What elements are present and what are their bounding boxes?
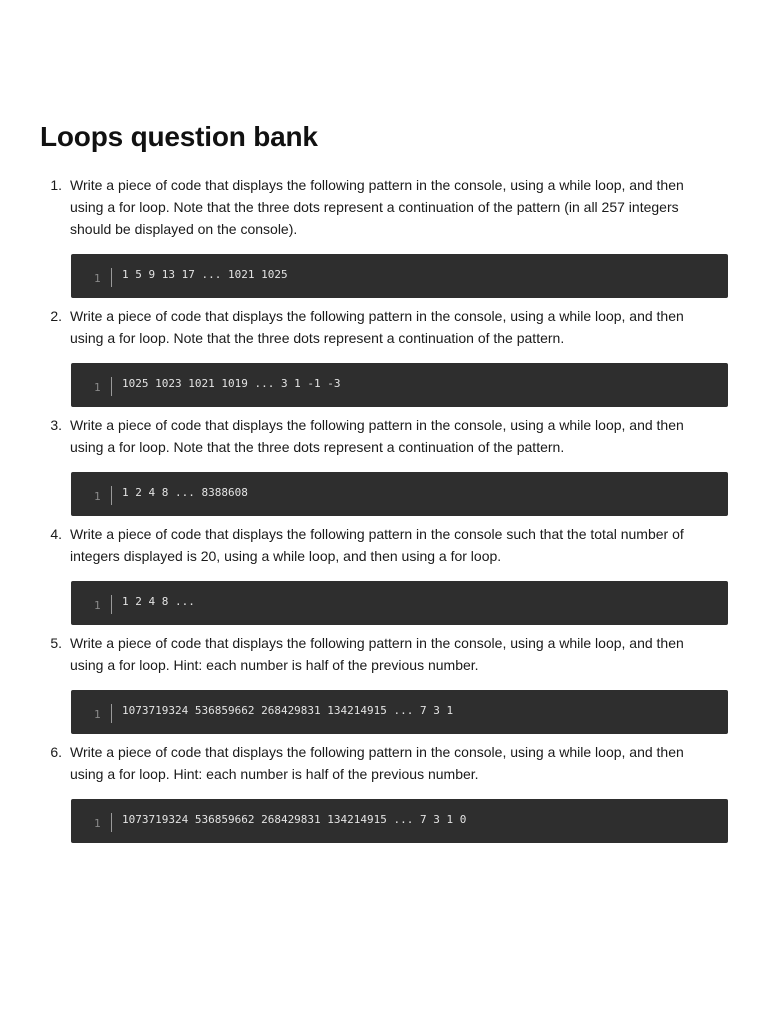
question-number: 2.: [50, 308, 62, 324]
question-item-3: [0, 414, 768, 516]
code-block[interactable]: [71, 254, 728, 298]
code-text[interactable]: 1073719324 536859662 268429831 134214915 ... 7 3 1: [122, 704, 454, 717]
question-number: 4.: [50, 526, 62, 542]
code-text[interactable]: 1 5 9 13 17 ... 1021 1025: [122, 268, 288, 281]
code-block[interactable]: [71, 799, 728, 843]
question-text: Write a piece of code that displays the following pattern in the console, using a while loop, and then using a for loop. Note that the three dots represent a continuation of the pattern (in all 257 integers should be displayed on the console).: [70, 177, 684, 237]
question-item-2: [0, 305, 768, 407]
question-text: Write a piece of code that displays the following pattern in the console, using a while loop, and then using a for loop. Note that the three dots represent a continuation of the pattern.: [70, 417, 684, 455]
code-text[interactable]: 1073719324 536859662 268429831 134214915 ... 7 3 1 0: [122, 813, 467, 826]
code-block[interactable]: [71, 363, 728, 407]
question-text: Write a piece of code that displays the following pattern in the console, using a while loop, and then using a for loop. Hint: each number is half of the previous number.: [70, 744, 684, 782]
code-block[interactable]: [71, 581, 728, 625]
code-gutter-divider: [111, 704, 112, 723]
code-block[interactable]: [71, 690, 728, 734]
question-item-4: [0, 523, 768, 625]
code-line-number: 1: [94, 490, 101, 503]
code-gutter-divider: [111, 595, 112, 614]
code-gutter-divider: [111, 377, 112, 396]
code-text[interactable]: 1 2 4 8 ... 8388608: [122, 486, 248, 499]
code-gutter-divider: [111, 268, 112, 287]
question-item-5: [0, 632, 768, 734]
code-gutter-divider: [111, 486, 112, 505]
code-line-number: 1: [94, 381, 101, 394]
question-text: Write a piece of code that displays the following pattern in the console, using a while loop, and then using a for loop. Note that the three dots represent a continuation of the pattern.: [70, 308, 684, 346]
page-title: Loops question bank: [40, 121, 318, 152]
question-number: 6.: [50, 744, 62, 760]
question-list: [0, 174, 768, 850]
question-number: 1.: [50, 177, 62, 193]
question-number: 3.: [50, 417, 62, 433]
question-item-1: [0, 174, 768, 298]
code-block[interactable]: [71, 472, 728, 516]
code-line-number: 1: [94, 817, 101, 830]
code-line-number: 1: [94, 599, 101, 612]
question-number: 5.: [50, 635, 62, 651]
code-text[interactable]: 1 2 4 8 ...: [122, 595, 195, 608]
question-text: Write a piece of code that displays the following pattern in the console, using a while loop, and then using a for loop. Hint: each number is half of the previous number.: [70, 635, 684, 673]
code-text[interactable]: 1025 1023 1021 1019 ... 3 1 -1 -3: [122, 377, 341, 390]
question-text: Write a piece of code that displays the following pattern in the console such that the total number of integers displayed is 20, using a while loop, and then using a for loop.: [70, 526, 684, 564]
question-item-6: [0, 741, 768, 843]
code-line-number: 1: [94, 272, 101, 285]
code-gutter-divider: [111, 813, 112, 832]
code-line-number: 1: [94, 708, 101, 721]
